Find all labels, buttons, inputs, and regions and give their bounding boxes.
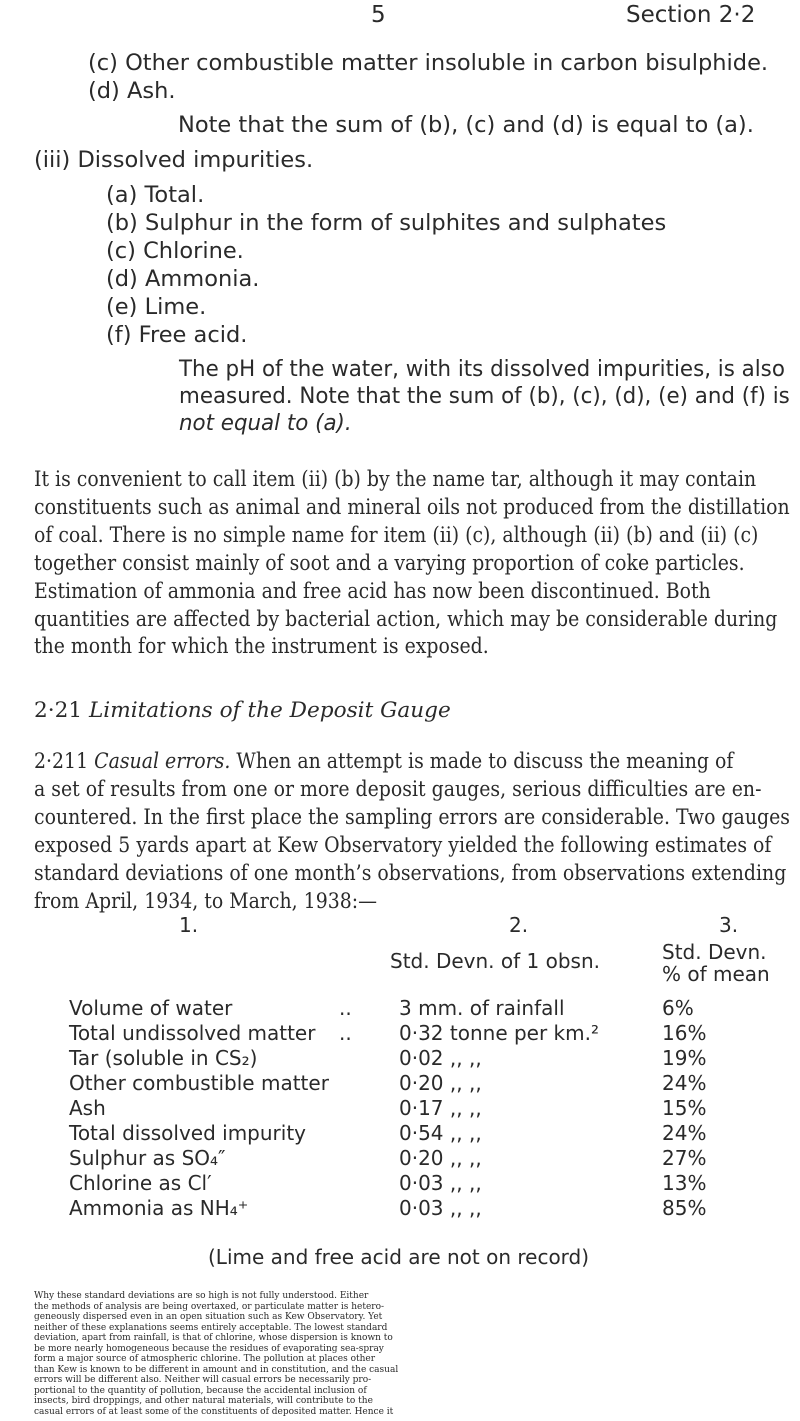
column-number: 2. bbox=[509, 913, 529, 937]
text-line: Estimation of ammonia and free acid has now been discontinued. Both bbox=[34, 578, 711, 604]
table-footnote: (Lime and free acid are not on record) bbox=[208, 1245, 590, 1269]
row-value: 0·17 ,, ,, bbox=[399, 1096, 482, 1120]
text-line: than Kew is known to be different in amount and in constitution, and the casual bbox=[34, 1364, 399, 1375]
row-name: Ammonia as NH₄⁺ bbox=[69, 1196, 249, 1220]
text-line: casual errors of at least some of the constituents of deposited matter. Hence it bbox=[34, 1406, 394, 1417]
paragraph-casual-errors bbox=[34, 748, 790, 915]
row-percent: 16% bbox=[662, 1021, 707, 1045]
ph-note-line: not equal to (a). bbox=[179, 411, 352, 436]
row-percent: 6% bbox=[662, 996, 694, 1020]
text-line bbox=[34, 748, 790, 776]
list-label: (d) bbox=[88, 78, 120, 104]
row-name: Sulphur as SO₄″ bbox=[69, 1146, 226, 1170]
dissolved-title: Dissolved impurities. bbox=[77, 147, 314, 173]
text-line: portional to the quantity of pollution, because the accidental inclusion of bbox=[34, 1385, 367, 1396]
list-text: Sulphur in the form of sulphites and sulphates bbox=[145, 210, 667, 236]
text-line: form a major source of atmospheric chlorine. The pollution at places other bbox=[34, 1354, 376, 1364]
row-name: Total dissolved impurity bbox=[69, 1121, 307, 1145]
text-line: constituents such as animal and mineral oils not produced from the distillation bbox=[34, 494, 790, 520]
ph-note-line: measured. Note that the sum of (b), (c), (d), (e) and (f) is bbox=[179, 384, 790, 409]
row-value: 0·03 ,, ,, bbox=[399, 1171, 482, 1195]
row-value: 0·02 ,, ,, bbox=[399, 1046, 482, 1070]
row-value: 0·20 ,, ,, bbox=[399, 1071, 482, 1095]
list-text: Other combustible matter insoluble in carbon bisulphide. bbox=[125, 50, 769, 76]
subsection-number: 2·211 bbox=[34, 749, 89, 774]
row-name: Chlorine as Cl′ bbox=[69, 1171, 212, 1195]
row-value: 0·54 ,, ,, bbox=[399, 1121, 482, 1145]
list-label: (a) bbox=[106, 182, 138, 208]
row-value: 3 mm. of rainfall bbox=[399, 996, 565, 1020]
list-label: (e) bbox=[106, 294, 138, 320]
row-percent: 15% bbox=[662, 1096, 707, 1120]
list-item bbox=[106, 209, 666, 237]
list-text: Lime. bbox=[144, 294, 207, 320]
text-line: from April, 1934, to March, 1938:— bbox=[34, 888, 378, 914]
page-number: 5 bbox=[371, 2, 386, 28]
list-label: (d) bbox=[106, 266, 138, 292]
ph-note-line: The pH of the water, with its dissolved impurities, is also bbox=[179, 357, 785, 382]
paragraph-tar bbox=[34, 466, 790, 661]
row-name: Ash bbox=[69, 1096, 106, 1120]
row-name: Other combustible matter bbox=[69, 1071, 329, 1095]
row-percent: 19% bbox=[662, 1046, 707, 1070]
row-name: Volume of water bbox=[69, 996, 233, 1020]
list-item bbox=[106, 293, 206, 321]
row-value: 0·32 tonne per km.² bbox=[399, 1021, 599, 1045]
list-item bbox=[106, 181, 204, 209]
row-percent: 13% bbox=[662, 1171, 707, 1195]
ph-note bbox=[179, 356, 790, 437]
list-item bbox=[106, 237, 244, 265]
text-line: quantities are affected by bacterial action, which may be considerable during bbox=[34, 606, 778, 632]
paragraph-explanation bbox=[34, 1291, 398, 1417]
text-line: standard deviations of one month’s observations, from observations extending bbox=[34, 860, 787, 886]
text-line: errors will be different also. Neither will casual errors be necessarily pro- bbox=[34, 1375, 372, 1385]
text-line: deviation, apart from rainfall, is that of chlorine, whose dispersion is known to bbox=[34, 1333, 393, 1343]
text-line: the methods of analysis are being overtaxed, or particulate matter is hetero- bbox=[34, 1301, 385, 1312]
text-line: geneously dispersed even in an open situation such as Kew Observatory. Yet bbox=[34, 1312, 383, 1322]
text-line: exposed 5 yards apart at Kew Observatory yielded the following estimates of bbox=[34, 832, 772, 858]
text-line: the month for which the instrument is exposed. bbox=[34, 634, 489, 660]
column-number: 1. bbox=[179, 913, 199, 937]
text-line: together consist mainly of soot and a varying proportion of coke particles. bbox=[34, 550, 745, 576]
column-header: Std. Devn. bbox=[662, 940, 767, 964]
leader-dots: .. bbox=[339, 996, 352, 1020]
row-percent: 24% bbox=[662, 1121, 707, 1145]
text-fragment: When an attempt is made to discuss the meaning of bbox=[236, 749, 734, 774]
text-line: a set of results from one or more deposit gauges, serious difficulties are en- bbox=[34, 776, 762, 802]
list-item bbox=[88, 49, 768, 77]
dissolved-heading bbox=[34, 146, 313, 174]
list-item bbox=[106, 321, 247, 349]
list-label: (b) bbox=[106, 210, 138, 236]
row-percent: 27% bbox=[662, 1146, 707, 1170]
row-name: Tar (soluble in CS₂) bbox=[69, 1046, 258, 1070]
section-label: Section 2·2 bbox=[626, 2, 756, 28]
column-header: Std. Devn. of 1 obsn. bbox=[390, 949, 600, 973]
list-text: Total. bbox=[144, 182, 205, 208]
list-text: Free acid. bbox=[138, 322, 248, 348]
text-line: It is convenient to call item (ii) (b) by the name tar, although it may contain bbox=[34, 467, 757, 492]
list-label: (c) bbox=[106, 238, 136, 264]
leader-dots: .. bbox=[339, 1021, 352, 1045]
subsection-lead: Casual errors. bbox=[94, 749, 231, 774]
sum-note: Note that the sum of (b), (c) and (d) is equal to (a). bbox=[178, 112, 754, 138]
text-line: be more nearly homogeneous because the residues of evaporating sea-spray bbox=[34, 1343, 384, 1354]
section-title: Limitations of the Deposit Gauge bbox=[88, 698, 451, 723]
text-line: of coal. There is no simple name for item (ii) (c), although (ii) (b) and (ii) (c) bbox=[34, 522, 759, 548]
text-line: Why these standard deviations are so high is not fully understood. Either bbox=[34, 1291, 369, 1301]
dissolved-label: (iii) bbox=[34, 147, 71, 173]
list-label: (f) bbox=[106, 322, 132, 348]
list-item bbox=[106, 265, 259, 293]
text-line: neither of these explanations seems entirely acceptable. The lowest standard bbox=[34, 1322, 388, 1333]
section-number: 2·21 bbox=[34, 698, 83, 723]
row-name: Total undissolved matter bbox=[69, 1021, 316, 1045]
text-line: insects, bird droppings, and other natural materials, will contribute to the bbox=[34, 1396, 373, 1406]
row-percent: 85% bbox=[662, 1196, 707, 1220]
column-header: % of mean bbox=[662, 962, 770, 986]
text-line: countered. In the first place the sampling errors are considerable. Two gauges bbox=[34, 804, 790, 830]
list-text: Ash. bbox=[127, 78, 176, 104]
section-heading bbox=[34, 697, 451, 725]
row-percent: 24% bbox=[662, 1071, 707, 1095]
list-text: Ammonia. bbox=[145, 266, 260, 292]
row-value: 0·20 ,, ,, bbox=[399, 1146, 482, 1170]
column-number: 3. bbox=[719, 913, 739, 937]
deviation-table bbox=[69, 913, 769, 1233]
row-value: 0·03 ,, ,, bbox=[399, 1196, 482, 1220]
list-text: Chlorine. bbox=[143, 238, 244, 264]
list-label: (c) bbox=[88, 50, 118, 76]
list-item bbox=[88, 77, 176, 105]
